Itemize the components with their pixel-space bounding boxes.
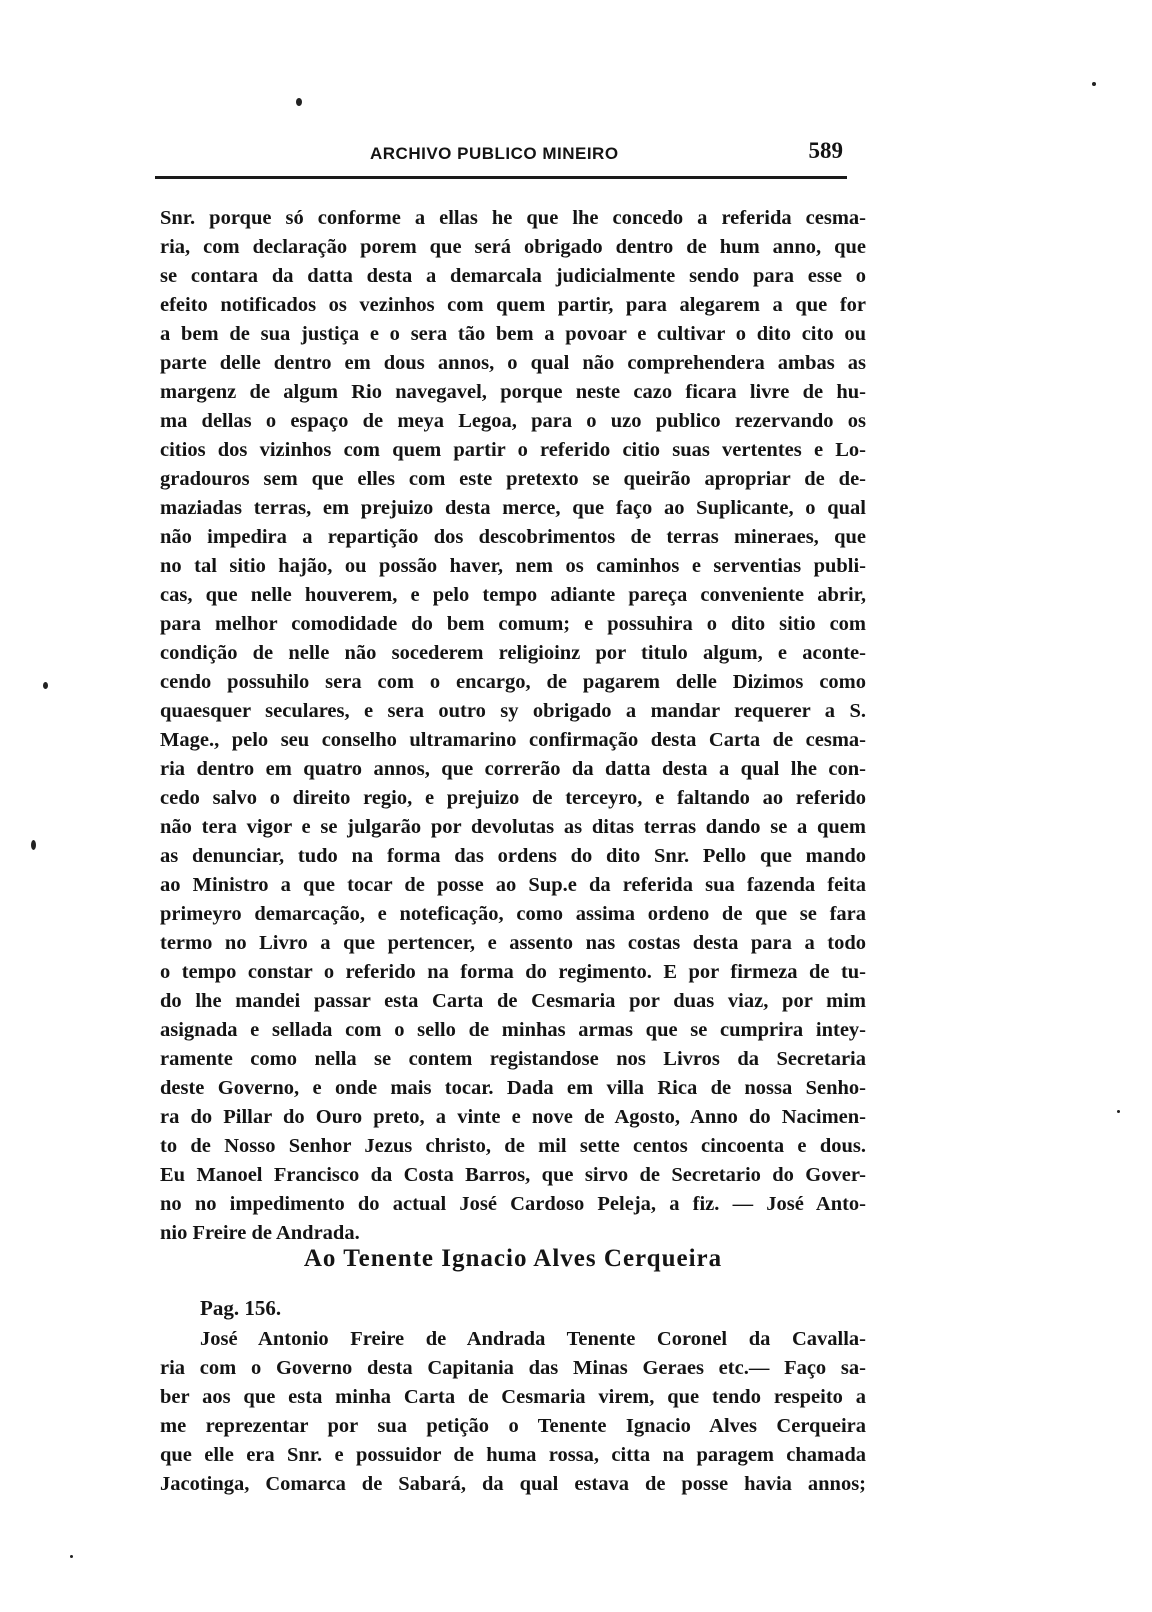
text-line: se contara da datta desta a demarcala judicialmente sendo para esse o	[160, 265, 866, 287]
text-line: cas, que nelle houverem, e pelo tempo adiante pareça conveniente abrir,	[160, 584, 866, 606]
scan-speck	[1092, 82, 1096, 86]
text-line: no tal sitio hajão, ou possão haver, nem os caminhos e serventias publi-	[160, 555, 866, 577]
page-reference: Pag. 156.	[200, 1296, 282, 1320]
text-line: do lhe mandei passar esta Carta de Cesmaria por duas viaz, por mim	[160, 990, 866, 1012]
body-paragraph	[160, 204, 866, 1248]
text-line: ra do Pillar do Ouro preto, a vinte e nove de Agosto, Anno do Nacimen-	[160, 1106, 866, 1128]
section-heading: Ao Tenente Ignacio Alves Cerqueira	[303, 1245, 723, 1272]
scan-speck	[31, 840, 36, 850]
page-number: 589	[808, 138, 843, 163]
text-line: nio Freire de Andrada.	[160, 1222, 360, 1244]
text-line: ramente como nella se contem registandose nos Livros da Secretaria	[160, 1048, 866, 1070]
text-line: termo no Livro a que pertencer, e assento nas costas desta para a todo	[160, 932, 866, 954]
text-line: não impedira a repartição dos descobrimentos de terras mineraes, que	[160, 526, 866, 548]
text-line: não tera vigor e se julgarão por devolutas as ditas terras dando se a quem	[160, 816, 866, 838]
text-line: ria dentro em quatro annos, que correrão da datta desta a qual lhe con-	[160, 758, 866, 780]
text-line: deste Governo, e onde mais tocar. Dada em villa Rica de nossa Senho-	[160, 1077, 866, 1099]
header-rule	[155, 176, 847, 179]
text-line: asignada e sellada com o sello de minhas armas que se cumprira intey-	[160, 1019, 866, 1041]
running-header	[155, 138, 847, 174]
text-line: quaesquer seculares, e sera outro sy obrigado a mandar requerer a S.	[160, 700, 866, 722]
text-line: ria com o Governo desta Capitania das Minas Geraes etc.— Faço sa-	[160, 1357, 866, 1379]
text-line: para melhor comodidade do bem comum; e possuhira o dito sitio com	[160, 613, 866, 635]
text-line: que elle era Snr. e possuidor de huma rossa, citta na paragem chamada	[160, 1444, 866, 1466]
text-line: parte delle dentro em dous annos, o qual não comprehendera ambas as	[160, 352, 866, 374]
text-line: Mage., pelo seu conselho ultramarino confirmação desta Carta de cesma-	[160, 729, 866, 751]
header-title: ARCHIVO PUBLICO MINEIRO	[370, 144, 619, 163]
text-line: o tempo constar o referido na forma do regimento. E por firmeza de tu-	[160, 961, 866, 983]
scan-speck	[70, 1555, 73, 1558]
text-line: condição de nelle não socederem religioinz por titulo algum, e aconte-	[160, 642, 866, 664]
text-line: to de Nosso Senhor Jezus christo, de mil sette centos cincoenta e dous.	[160, 1135, 866, 1157]
text-line: me reprezentar por sua petição o Tenente Ignacio Alves Cerqueira	[160, 1415, 866, 1437]
text-line: gradouros sem que elles com este pretexto se queirão apropriar de de-	[160, 468, 866, 490]
text-line: ao Ministro a que tocar de posse ao Sup.e da referida sua fazenda feita	[160, 874, 866, 896]
text-line: Snr. porque só conforme a ellas he que lhe concedo a referida cesma-	[160, 207, 866, 229]
text-line: margenz de algum Rio navegavel, porque neste cazo ficara livre de hu-	[160, 381, 866, 403]
text-line: citios dos vizinhos com quem partir o referido citio suas vertentes e Lo-	[160, 439, 866, 461]
text-line: a bem de sua justiça e o sera tão bem a povoar e cultivar o dito cito ou	[160, 323, 866, 345]
text-line: ma dellas o espaço de meya Legoa, para o uzo publico rezervando os	[160, 410, 866, 432]
scan-speck	[296, 98, 302, 106]
text-line: cendo possuhilo sera com o encargo, de pagarem delle Dizimos como	[160, 671, 866, 693]
scan-speck	[1117, 1110, 1120, 1113]
text-line: Jacotinga, Comarca de Sabará, da qual estava de posse havia annos;	[160, 1473, 866, 1495]
text-line: efeito notificados os vezinhos com quem partir, para alegarem a que for	[160, 294, 866, 316]
text-line: primeyro demarcação, e noteficação, como assima ordeno de que se fara	[160, 903, 866, 925]
text-line: José Antonio Freire de Andrada Tenente Coronel da Cavalla-	[200, 1328, 866, 1350]
text-line: Eu Manoel Francisco da Costa Barros, que sirvo de Secretario do Gover-	[160, 1164, 866, 1186]
text-line: ber aos que esta minha Carta de Cesmaria virem, que tendo respeito a	[160, 1386, 866, 1408]
text-line: ria, com declaração porem que será obrigado dentro de hum anno, que	[160, 236, 866, 258]
scan-speck	[43, 682, 48, 689]
text-line: no no impedimento do actual José Cardoso Peleja, a fiz. — José Anto-	[160, 1193, 866, 1215]
text-line: cedo salvo o direito regio, e prejuizo de terceyro, e faltando ao referido	[160, 787, 866, 809]
text-line: as denunciar, tudo na forma das ordens do dito Snr. Pello que mando	[160, 845, 866, 867]
text-line: maziadas terras, em prejuizo desta merce, que faço ao Suplicante, o qual	[160, 497, 866, 519]
section-paragraph	[160, 1325, 866, 1499]
